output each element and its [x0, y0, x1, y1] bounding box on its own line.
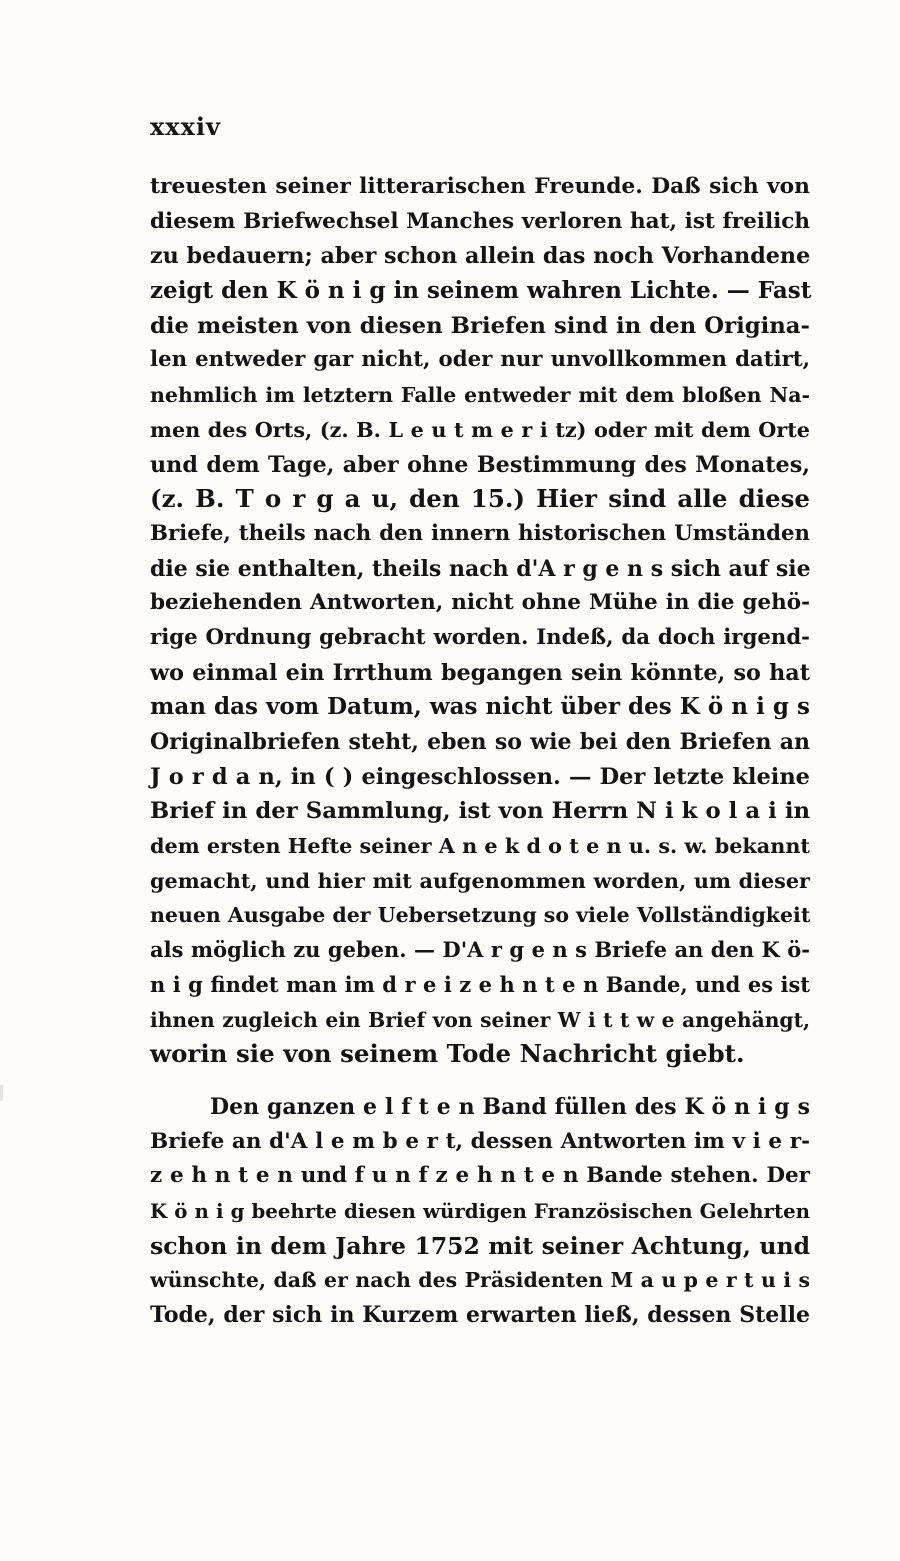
text-line: rige Ordnung gebracht worden. Indeß, da doch irgend- [150, 624, 810, 650]
text-line: nehmlich im letztern Falle entweder mit dem bloßen Na- [150, 383, 810, 408]
text-line: J o r d a n, in ( ) eingeschlossen. — Der letzte kleine [150, 763, 810, 790]
text-line: (z. B. T o r g a u, den 15.) Hier sind alle diese [150, 484, 810, 514]
text-line: beziehenden Antworten, nicht ohne Mühe in die gehö- [150, 590, 810, 616]
text-line: und dem Tage, aber ohne Bestimmung des Monates, [150, 451, 810, 478]
text-line: ihnen zugleich ein Brief von seiner W i t t w e angehängt, [150, 1007, 810, 1032]
text-line: schon in dem Jahre 1752 mit seiner Achtung, und [150, 1231, 810, 1260]
text-line: len entweder gar nicht, oder nur unvollkommen datirt, [150, 347, 810, 373]
text-line: gemacht, und hier mit aufgenommen worden, um dieser [150, 868, 810, 893]
text-line: z e h n t e n und f u n f z e h n t e n Bande stehen. Der [150, 1163, 810, 1189]
paragraph-1 [150, 170, 810, 1072]
text-line: neuen Ausgabe der Uebersetzung so viele Vollständigkeit [150, 903, 811, 928]
text-line: Tode, der sich in Kurzem erwarten ließ, dessen Stelle [150, 1302, 810, 1329]
page-number: xxxiv [150, 112, 221, 141]
paragraph-2 [150, 1090, 810, 1333]
text-line: wünschte, daß er nach des Präsidenten M a u p e r t u i s [150, 1268, 810, 1293]
text-line: K ö n i g beehrte diesen würdigen Französischen Gelehrten [150, 1199, 810, 1224]
text-line: Briefe, theils nach den innern historischen Umständen [150, 520, 810, 546]
text-line: wo einmal ein Irrthum begangen sein könnte, so hat [150, 659, 810, 686]
text-line: die meisten von diesen Briefen sind in den Origina- [150, 312, 810, 339]
text-line: Brief in der Sammlung, ist von Herrn N i k o l a i in [150, 798, 810, 825]
text-line: Den ganzen e l f t e n Band füllen des K ö n i g s [210, 1094, 810, 1120]
text-line: die sie enthalten, theils nach d'A r g e n s sich auf sie [150, 555, 811, 582]
text-line: n i g findet man im d r e i z e h n t e n Bande, und es ist [150, 971, 810, 997]
text-line: als möglich zu geben. — D'A r g e n s Briefe an den K ö- [150, 937, 810, 963]
text-line: Briefe an d'A l e m b e r t, dessen Antworten im v i e r- [150, 1128, 810, 1154]
text-line: treuesten seiner litterarischen Freunde. Daß sich von [150, 174, 810, 199]
text-line: zeigt den K ö n i g in seinem wahren Lichte. — Fast [150, 277, 812, 305]
text-line: man das vom Datum, was nicht über des K ö n i g s [150, 693, 810, 721]
margin-mark [0, 1085, 3, 1101]
text-line: dem ersten Hefte seiner A n e k d o t e n u. s. w. bekannt [150, 834, 810, 859]
text-line: men des Orts, (z. B. L e u t m e r i tz) oder mit dem Orte [150, 417, 810, 442]
text-line: worin sie von seinem Tode Nachricht giebt. [150, 1039, 745, 1069]
text-line: Originalbriefen steht, eben so wie bei den Briefen an [150, 729, 810, 755]
text-line: diesem Briefwechsel Manches verloren hat, ist freilich [150, 208, 810, 234]
text-line: zu bedauern; aber schon allein das noch Vorhandene [150, 243, 811, 270]
